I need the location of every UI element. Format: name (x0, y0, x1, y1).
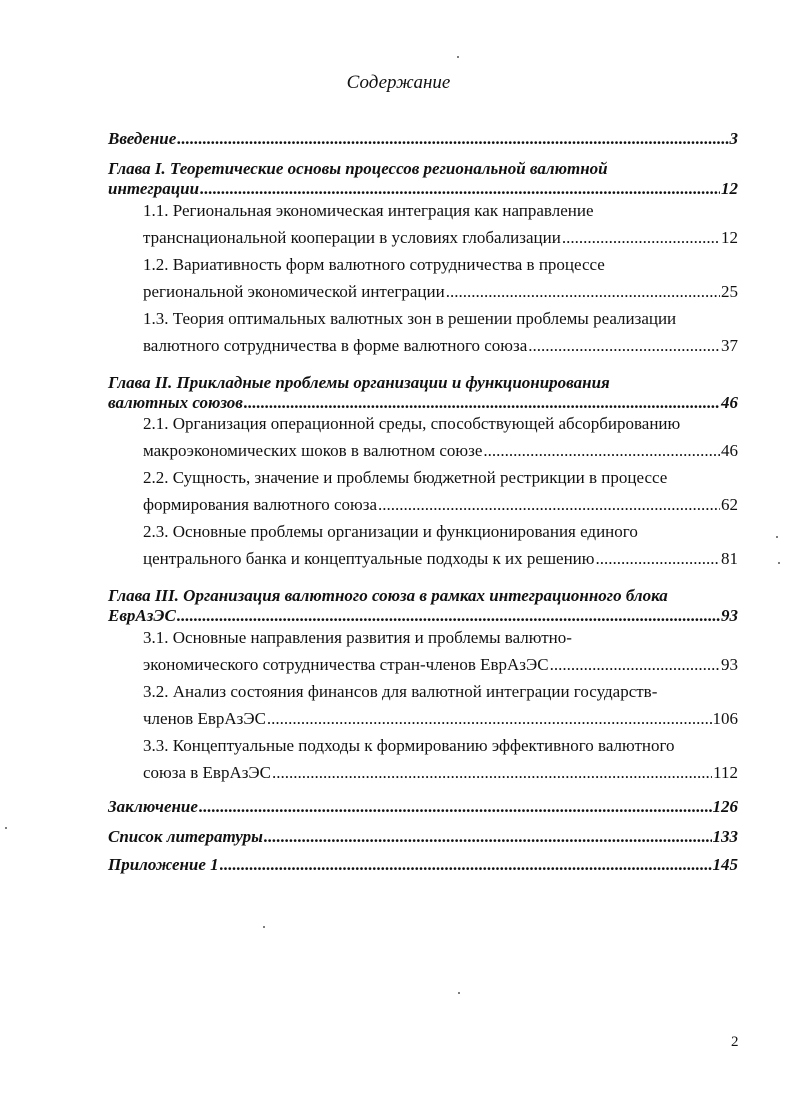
toc-entry-title: Введение (108, 129, 177, 148)
scan-speck (263, 926, 265, 928)
dot-leader (595, 545, 720, 572)
scan-speck (458, 992, 460, 994)
toc-section-2-3 (143, 518, 738, 572)
toc-entry-title: 3.1. Основные направления развития и проблемы валютно- (143, 628, 572, 647)
toc-entry-title: 2.2. Сущность, значение и проблемы бюджетной рестрикции в процессе (143, 468, 668, 487)
toc-page-number: 37 (721, 336, 738, 355)
toc-entry-conclusion (108, 796, 738, 818)
toc-entry-title: Глава III. Организация валютного союза в рамках интеграционного блока (108, 586, 668, 605)
toc-entry-title-cont: экономического сотрудничества стран-членов ЕврАзЭС (143, 655, 549, 674)
dot-leader (177, 606, 720, 626)
toc-page-number: 12 (721, 228, 738, 247)
toc-section-1-3 (143, 305, 738, 359)
toc-entry-title-cont: членов ЕврАзЭС (143, 709, 266, 728)
toc-page-number: 46 (721, 393, 738, 412)
toc-page-number: 81 (721, 549, 738, 568)
toc-page-number: 133 (712, 827, 738, 846)
dot-leader (200, 179, 720, 199)
dot-leader (264, 826, 712, 848)
toc-section-2-2 (143, 464, 738, 518)
scan-speck (778, 562, 780, 564)
toc-entry-title: 3.2. Анализ состояния финансов для валютной интеграции государств- (143, 682, 658, 701)
toc-chapter-3 (108, 586, 738, 626)
toc-entry-title: Заключение (108, 797, 198, 816)
toc-entry-title: Глава II. Прикладные проблемы организации и функционирования (108, 373, 610, 392)
toc-section-2-1 (143, 410, 738, 464)
toc-entry-title-cont: центрального банка и концептуальные подходы к их решению (143, 549, 595, 568)
toc-entry-title: 1.1. Региональная экономическая интеграция как направление (143, 201, 594, 220)
toc-page-number: 145 (712, 855, 738, 874)
toc-chapter-2 (108, 373, 738, 413)
toc-entry-title-cont: макроэкономических шоков в валютном союзе (143, 441, 483, 460)
toc-entry-appendix (108, 854, 738, 876)
toc-entry-title: 2.3. Основные проблемы организации и функционирования единого (143, 522, 638, 541)
toc-page-number: 93 (721, 655, 738, 674)
toc-section-1-2 (143, 251, 738, 305)
scan-speck (457, 56, 459, 58)
toc-page-number: 112 (713, 763, 738, 782)
dot-leader (562, 224, 720, 251)
dot-leader (528, 332, 720, 359)
toc-entry-title-cont: региональной экономической интеграции (143, 282, 445, 301)
scan-speck (776, 536, 778, 538)
toc-page-number: 46 (721, 441, 738, 460)
toc-page-number: 106 (712, 709, 738, 728)
toc-page-number: 25 (721, 282, 738, 301)
toc-entry-bibliography (108, 826, 738, 848)
toc-entry-title-cont: ЕврАзЭС (108, 606, 176, 625)
toc-entry-title: Глава I. Теоретические основы процессов региональной валютной (108, 159, 608, 178)
toc-section-1-1 (143, 197, 738, 251)
dot-leader (483, 437, 720, 464)
scan-speck (5, 827, 7, 829)
toc-entry-title: Приложение 1 (108, 855, 219, 874)
toc-entry-intro (108, 128, 738, 150)
toc-page-number: 62 (721, 495, 738, 514)
toc-section-3-1 (143, 624, 738, 678)
toc-page-number: 126 (712, 797, 738, 816)
toc-entry-title: Список литературы (108, 827, 263, 846)
toc-entry-title-cont: валютных союзов (108, 393, 243, 412)
toc-entry-title-cont: формирования валютного союза (143, 495, 378, 514)
toc-entry-title: 3.3. Концептуальные подходы к формированию эффективного валютного (143, 736, 675, 755)
dot-leader (199, 796, 712, 818)
toc-entry-title: 1.2. Вариативность форм валютного сотрудничества в процессе (143, 255, 605, 274)
dot-leader (378, 491, 720, 518)
dot-leader (550, 651, 720, 678)
toc-entry-title: 1.3. Теория оптимальных валютных зон в решении проблемы реализации (143, 309, 677, 328)
toc-section-3-2 (143, 678, 738, 732)
toc-section-3-3 (143, 732, 738, 786)
page-number: 2 (731, 1034, 739, 1050)
toc-chapter-1 (108, 159, 738, 199)
toc-entry-title-cont: транснациональной кооперации в условиях глобализации (143, 228, 561, 247)
toc-page-number: 93 (721, 606, 738, 625)
dot-leader (446, 278, 720, 305)
dot-leader (177, 128, 728, 150)
dot-leader (220, 854, 712, 876)
dot-leader (267, 705, 712, 732)
toc-page-number: 12 (721, 179, 738, 198)
dot-leader (272, 759, 712, 786)
toc-entry-title-cont: валютного сотрудничества в форме валютного союза (143, 336, 528, 355)
toc-entry-title-cont: интеграции (108, 179, 200, 198)
toc-page-number: 3 (729, 129, 738, 148)
toc-entry-title: 2.1. Организация операционной среды, способствующей абсорбированию (143, 414, 681, 433)
page-title: Содержание (346, 72, 451, 93)
toc-entry-title-cont: союза в ЕврАзЭС (143, 763, 271, 782)
